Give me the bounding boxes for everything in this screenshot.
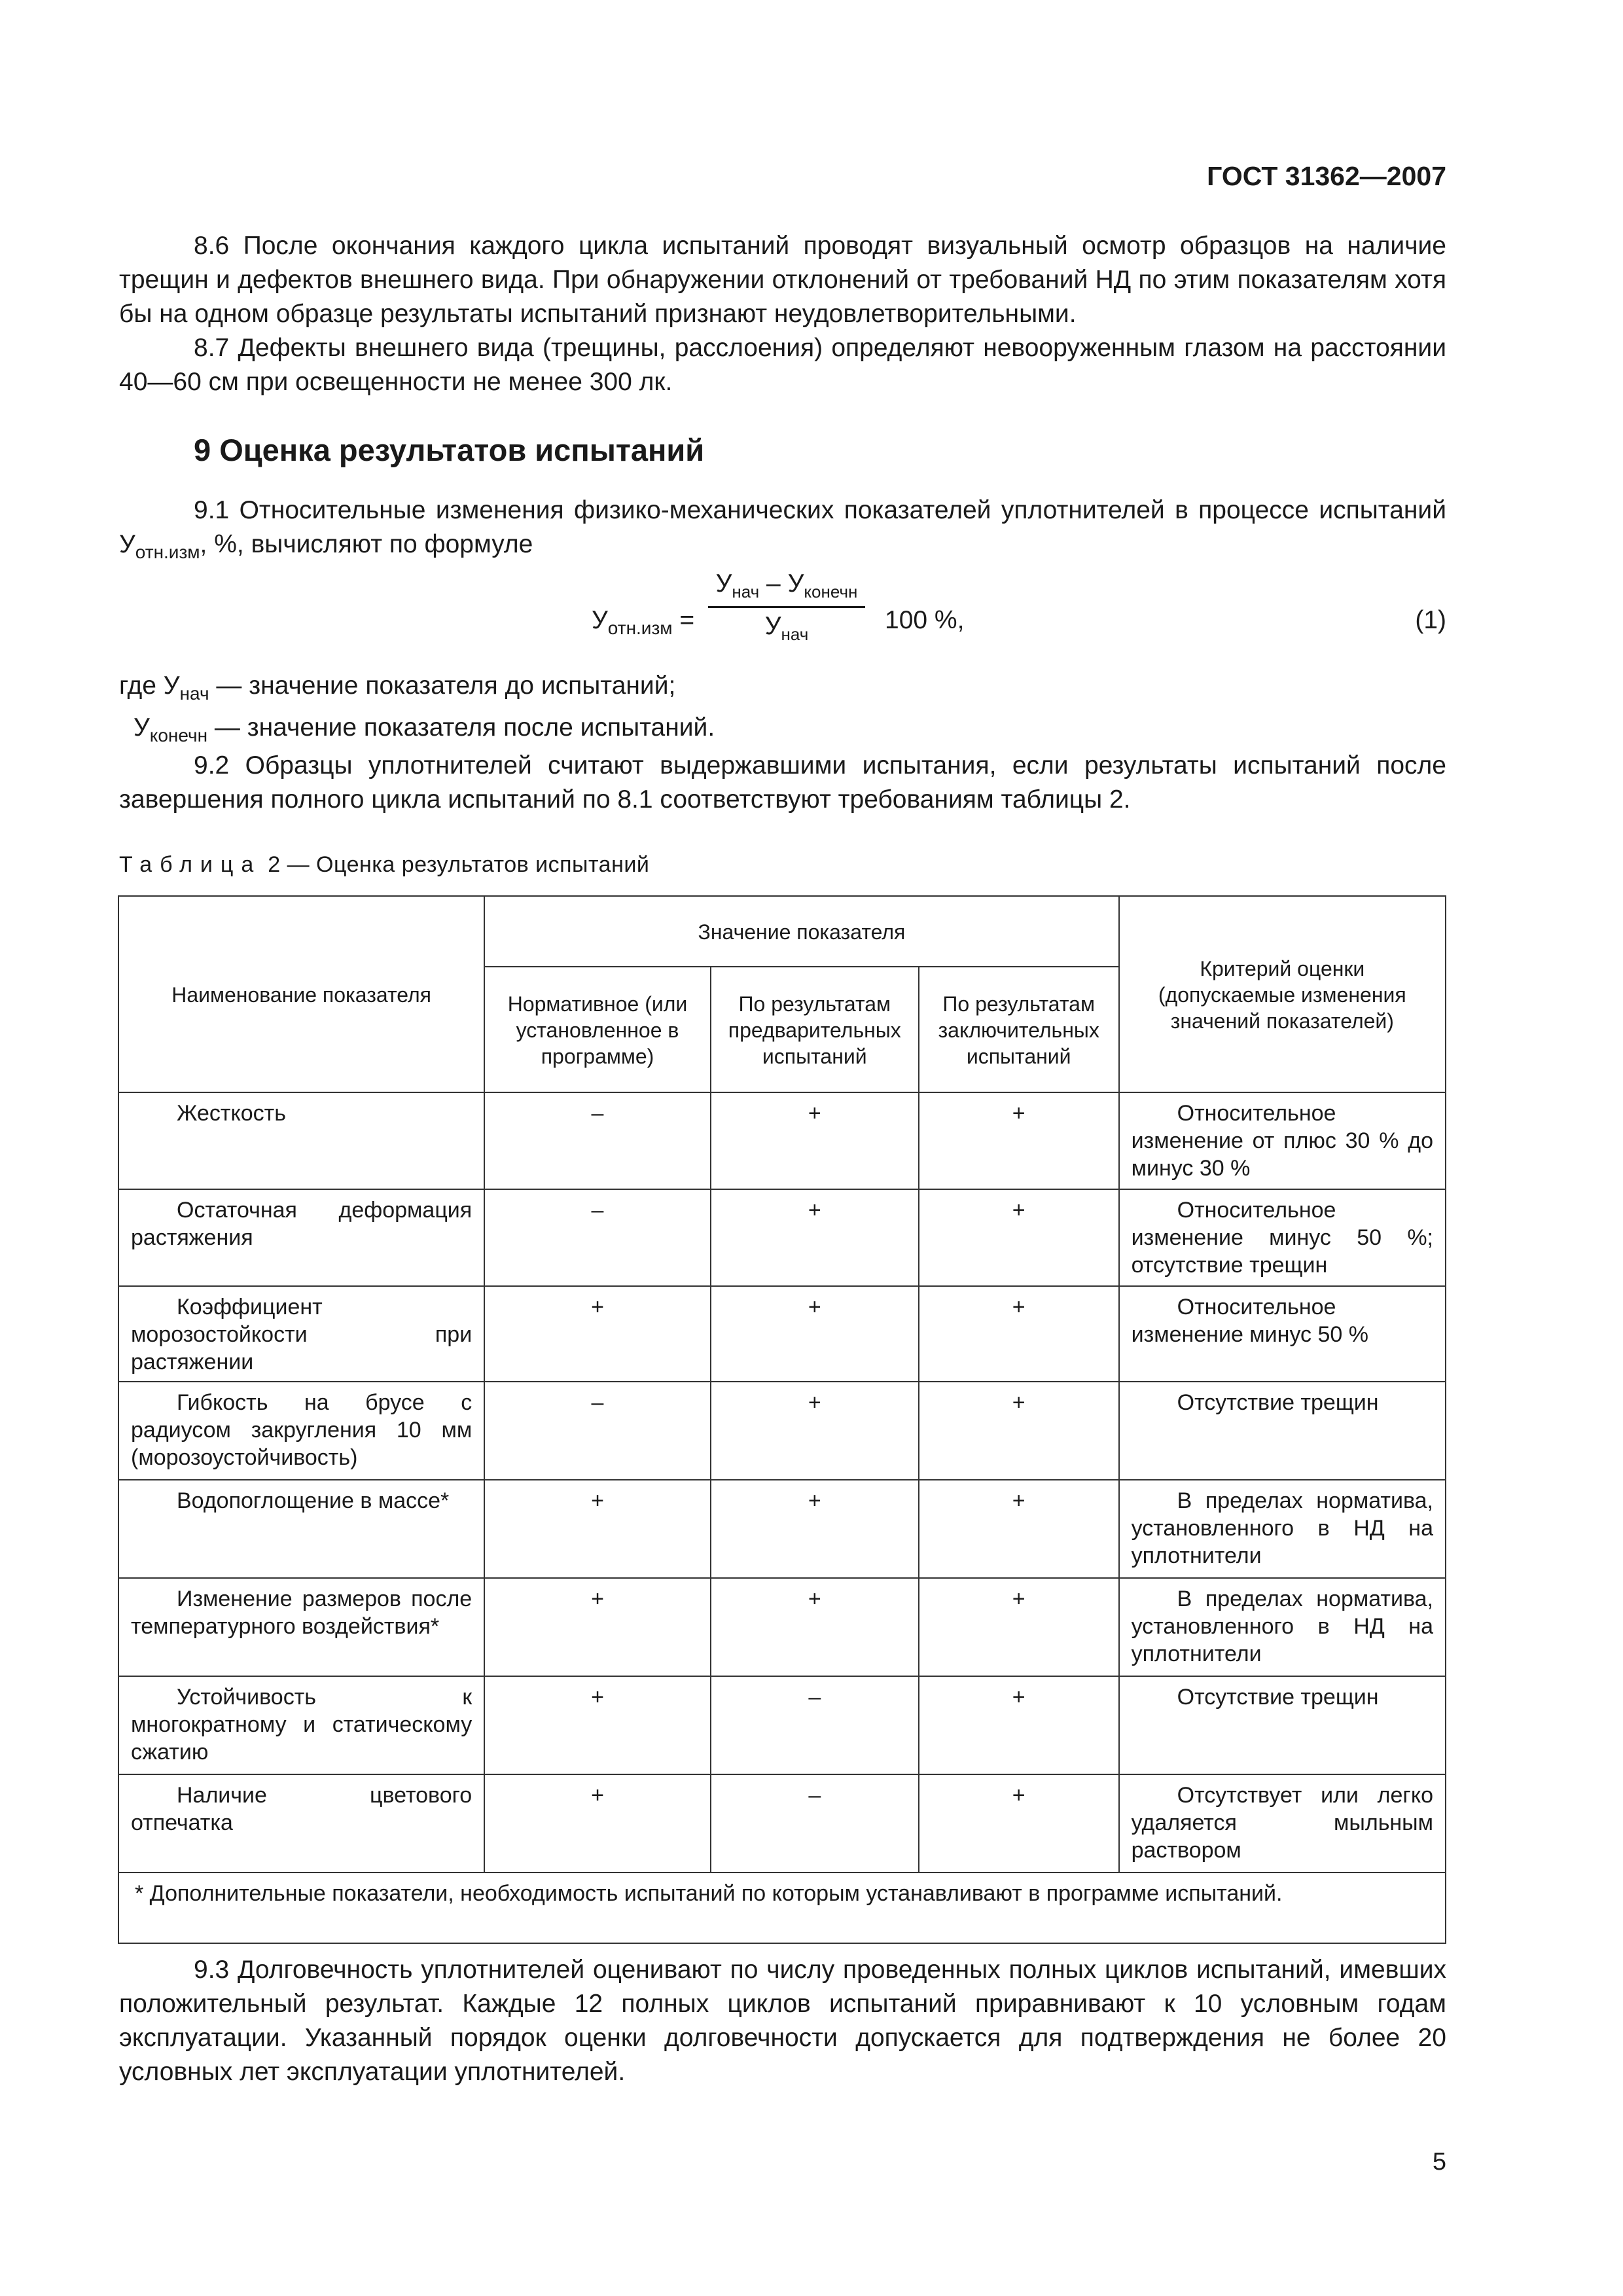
table-row: Изменение размеров после температурного воздействия* + + + В пределах норматива, установленного в НД на уплотнители [118, 1578, 1446, 1676]
formula-legend [119, 669, 715, 753]
page-number: 5 [1432, 2148, 1446, 2176]
paragraph-9-2: 9.2 Образцы уплотнителей считают выдержавшими испытания, если результаты испытаний после завершения полного цикла испытаний по 8.1 соответствуют требованиям таблицы 2. [119, 751, 1446, 814]
formula-denominator: $У_{нач}$ [764, 611, 809, 644]
paragraph-9-1: 9.1 Относительные изменения физико-механических показателей уплотнителей в процессе испытаний $У_{отн.изм}$, %, вычисляют по формуле [119, 496, 1446, 562]
paragraphs-top [119, 229, 1446, 399]
header-normative: Нормативное (или установленное в программе) [484, 967, 711, 1092]
header-criterion: Критерий оценки (допускаемые изменения значений показателей) [1119, 896, 1446, 1092]
header-final: По результатам заключительных испытаний [919, 967, 1119, 1092]
header-preliminary: По результатам предварительных испытаний [711, 967, 919, 1092]
formula-fraction [708, 569, 865, 645]
paragraph-8-6: 8.6 После окончания каждого цикла испытаний проводят визуальный осмотр образцов на наличие трещин и дефектов внешнего вида. При обнаружении отклонений от требований НД по этим показателям хотя бы на одном образце результаты испытаний признают неудовлетворительными. [119, 232, 1446, 328]
formula-number: (1) [1415, 606, 1446, 634]
document-code: ГОСТ 31362—2007 [1207, 161, 1446, 191]
table-row: Коэффициент морозостойкости при растяжении + + + Относительное изменение минус 50 % [118, 1286, 1446, 1382]
table-caption: Таблица 2 — Оценка результатов испытаний [119, 852, 650, 877]
table-footnote-row [118, 1873, 1446, 1943]
header-name: Наименование показателя [118, 896, 484, 1092]
paragraph-8-7: 8.7 Дефекты внешнего вида (трещины, расслоения) определяют невооруженным глазом на расстоянии 40—60 см при освещенности не менее 300 лк. [119, 334, 1446, 396]
table-row: Водопоглощение в массе* + + + В пределах норматива, установленного в НД на уплотнители [118, 1480, 1446, 1578]
legend-line-2: $У_{конечн}$ — значение показателя после испытаний. [134, 713, 715, 745]
results-table [118, 895, 1446, 1944]
formula-numerator: $У_{нач} - У_{конечн}$ [708, 569, 865, 608]
formula-lhs: $У_{отн.изм}$ = [592, 606, 695, 638]
header-value-group: Значение показателя [484, 896, 1118, 967]
formula-rhs: 100 %, [885, 606, 965, 634]
table-row: Наличие цветового отпечатка + – + Отсутствует или легко удаляется мыльным раствором [118, 1774, 1446, 1873]
table-row: Устойчивость к многократному и статическому сжатию + – + Отсутствие трещин [118, 1676, 1446, 1774]
legend-line-1: где $У_{нач}$ — значение показателя до испытаний; [119, 672, 676, 704]
table-row: Остаточная деформация растяжения – + + Относительное изменение минус 50 %; отсутствие трещин [118, 1189, 1446, 1286]
formula [119, 569, 1446, 674]
table-row: Гибкость на брусе с радиусом закругления 10 мм (морозоустойчивость) – + + Отсутствие трещин [118, 1382, 1446, 1480]
table-row: Жесткость – + + Относительное изменение от плюс 30 % до минус 30 % [118, 1092, 1446, 1189]
paragraph-9-3: 9.3 Долговечность уплотнителей оценивают по числу проведенных полных циклов испытаний, имевших положительный результат. Каждые 12 полных циклов испытаний приравнивают к 10 условным годам эксплуатации. Указанный порядок оценки долговечности допускается для подтверждения не более 20 условных лет эксплуатации уплотнителей. [119, 1956, 1446, 2086]
table-footnote: * Дополнительные показатели, необходимость испытаний по которым устанавливают в программе испытаний. [118, 1873, 1446, 1943]
section-title: 9 Оценка результатов испытаний [194, 433, 705, 467]
